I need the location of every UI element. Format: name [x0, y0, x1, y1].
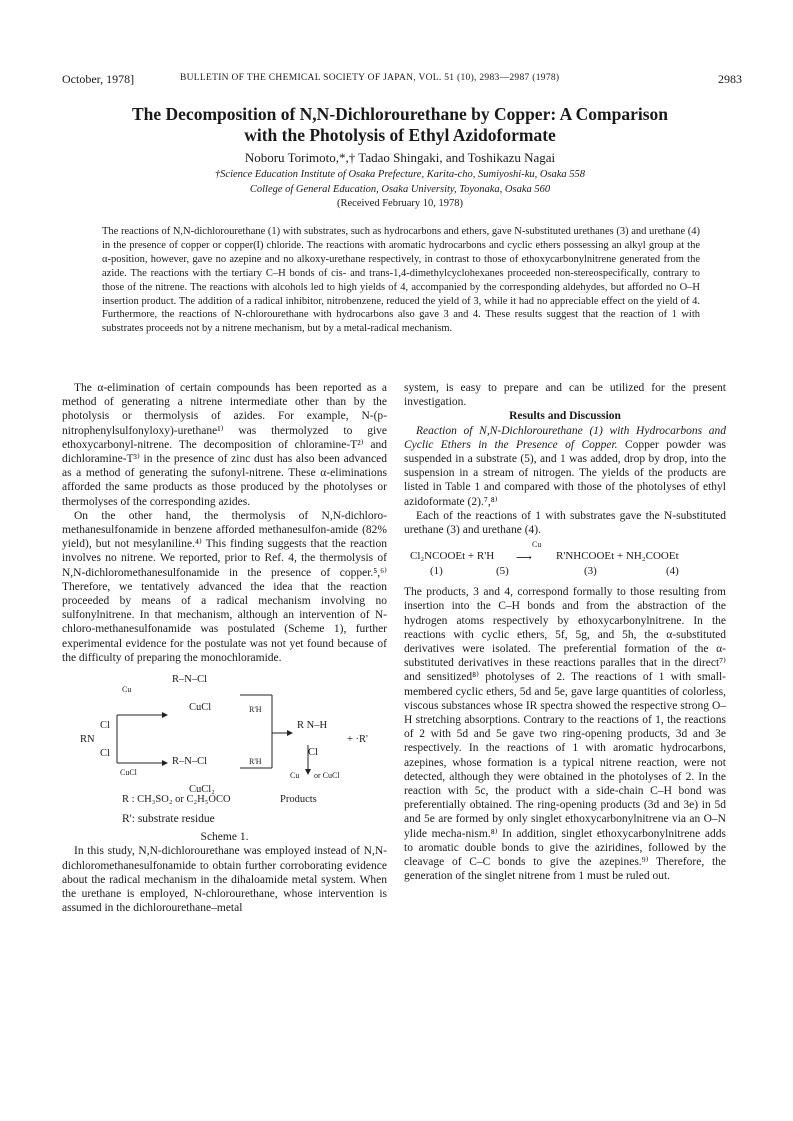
left-column — [62, 381, 387, 915]
paper-title — [60, 104, 740, 146]
eq-label-3: (3) — [584, 565, 597, 578]
eq-label-1: (1) — [430, 565, 443, 578]
eq-catalyst: Cu — [532, 540, 542, 550]
scheme-start: RN — [80, 734, 95, 746]
title-line-2: with the Photolysis of Ethyl Azidoformate — [244, 125, 556, 145]
scheme-rh-1: R'H — [249, 705, 262, 715]
abstract: The reactions of N,N-dichlorourethane (1) with substrates, such as hydrocarbons and ethers, gave N-substituted urethanes (3) and urethane (4) in the presence of copper or copper(I) chloride. The reactions with aromatic hydrocarbons and cyclic ethers possessing an alkyl group at the α-position, however, gave no azepine and no alkoxy-urethane respectively, in contrast to those of ethoxycarbonylnitrene generated from the azide. The reactions with the tertiary C–H bonds of cis- and trans-1,4-dimethylcyclohexanes proceeded non-stereospecifically, contrary to those of the nitrene. The reactions with alcohols led to high yields of 4, accompanied by the corresponding aldehydes, but afforded no O–H insertion product. The addition of a radical inhibitor, nitrobenzene, reduced the yield of 3, while it had no appreciable effect on the yield of 4. Furthermore, the reactions of N-chlorourethane with hydrocarbons also gave 3 and 4. These results suggest that the reaction of 1 with substrates proceeds not by a nitrene mechanism, but by a metal-radical mechanism. — [102, 226, 701, 335]
paragraph-products: The products, 3 and 4, correspond formally to those resulting from insertion into the C–H bonds and from the abstraction of the hydrogen atoms respectively by ethoxycarbonylnitrene. In the reactions with cyclic ethers, 5f, 5g, and 5h, the α-substituted derivatives were isolated. The preferential formation of the α-substituted derivatives in these reactions paralles that in the direct⁷⁾ and sensitized⁸⁾ photolyses of 2. The reactions of 1 with small-membered cyclic ethers, 5d and 5e, gave large quantities of colorless, viscous substances whose IR spectra showed the respective strong O–H stretching absorptions. Contrary to the reactions of 1, the reactions of 2 with 5d and 5e gave two ring-opening products, 3d and 3e respectively. In the reactions of 1 with aromatic hydrocarbons, azepines, whose formation is a typical nitrene reaction, were not detected, although they were obtained in the photolyses of 2. In the reaction with 5c, the product with a side-chain C–H bond was preferentially obtained. The ring-opening products (3d and 3e) in 5d and 5e are formed by only singlet ethoxycarbonylnitrene via an O–N ylide mecha-nism.⁸⁾ In addition, singlet ethoxycarbonylnitrene adds to aromatic double bonds to give the aziridines, followed by the cleavage of C–C bonds to give the azepines.⁹⁾ Therefore, the generation of the singlet nitrene from 1 must be ruled out. — [404, 586, 726, 883]
header-journal: BULLETIN OF THE CHEMICAL SOCIETY OF JAPAN, VOL. 51 (10), 2983—2987 (1978) — [180, 73, 560, 83]
scheme-bottom-complex: CuCl₂ — [189, 784, 215, 796]
eq-products: R'NHCOOEt + NH₂COOEt — [556, 550, 679, 563]
paragraph-thermolysis: On the other hand, the thermolysis of N,N-dichloro-methanesulfonamide in benzene afforded methanesulfon-amide (82% yield), but not mesylaniline.⁴⁾ This finding suggests that the reaction involves no nitrene. We reported, prior to Ref. 4, the thermolysis of N,N-dichloromethanesulfonamide in the presence of copper.⁵,⁶⁾ Therefore, we tentatively advanced the idea that the reaction proceeded by means of a radical mechanism involving no sulfonylnitrene. In that mechanism, although an intervention of N-chloro-methanesulfonamide was postulated (Scheme 1), further experimental evidence for the postulate was not yet found because of the difficulty of preparing the monochloramide. — [62, 509, 387, 664]
scheme-rh-2: R'H — [249, 757, 262, 767]
scheme-legend-r: R : CH₃SO₂ or C₂H₅OCO — [122, 794, 231, 806]
paragraph-intro: The α-elimination of certain compounds has been reported as a method of generating a nitrene intermediate other than by the photolysis or thermolysis of azides. For example, N-(p-nitrophenylsulfonyloxy)-urethane¹⁾ was thermolyzed to give ethoxycarbonyl-nitrene. The decomposition of chloramine-T²⁾ and dichloramine-T³⁾ in the presence of zinc dust has also been advanced as a method of generating the sufonyl-nitrene. These α-eliminations afforded the same products as those produced by the photolyses or thermolyses of the corresponding azides. — [62, 382, 387, 508]
header-date: October, 1978] — [62, 72, 135, 86]
eq-label-4: (4) — [666, 565, 679, 578]
reaction-equation — [404, 541, 726, 579]
header-page-number: 2983 — [718, 72, 742, 86]
scheme-products-label: Products — [280, 794, 317, 806]
affiliations — [60, 168, 740, 212]
eq-reactants: Cl₂NCOOEt + R'H — [410, 550, 495, 563]
affiliation-1: †Science Education Institute of Osaka Prefecture, Karita-cho, Sumiyoshi-ku, Osaka 558 — [214, 169, 586, 180]
section-heading-results: Results and Discussion — [509, 410, 621, 423]
right-column — [404, 381, 726, 884]
affiliation-2: College of General Education, Osaka University, Toyonaka, Osaka 560 — [249, 183, 551, 195]
scheme-top-species: R–N–Cl — [172, 674, 208, 686]
paragraph-this-study: In this study, N,N-dichlorourethane was employed instead of N,N-dichloromethanesulfonamide to obtain further corroborating evidence about the radical mechanism in the dihaloamide metal system. When the urethane is employed, N-chlorourethane, whose intervention is assumed in the dichlorourethane–metal — [62, 845, 387, 915]
received-date: (Received February 10, 1978) — [337, 198, 463, 209]
scheme-product: R N–H — [297, 720, 328, 732]
scheme-start-cl-1: Cl — [100, 720, 110, 732]
paragraph-reaction-text: Copper powder was suspended in a substrate (5), and 1 was added, drop by drop, into the suspension in a stream of nitrogen. The yields of the products are listed in Table 1 and compared with those of the photolyses of ethyl azidoformate (2).⁷,⁸⁾ — [404, 438, 726, 508]
scheme-legend-rp: R': substrate residue — [122, 813, 215, 826]
eq-arrow-icon: ⟶ — [516, 552, 532, 565]
eq-label-5: (5) — [496, 565, 509, 578]
scheme-or-cucl: or CuCl — [314, 771, 340, 781]
authors: Noboru Torimoto,*,† Tadao Shingaki, and Toshikazu Nagai — [244, 150, 556, 165]
scheme-start-cl-2: Cl — [100, 748, 110, 760]
paragraph-each-reaction: Each of the reactions of 1 with substrates gave the N-substituted urethane (3) and urethane (4). — [404, 509, 726, 537]
paragraph-reaction — [404, 424, 726, 509]
scheme-cu-final: Cu — [290, 771, 300, 781]
scheme-bottom-species: R–N–Cl — [172, 756, 208, 768]
scheme-radical: + ·R' — [347, 734, 368, 746]
subsection-title: Reaction of N,N-Dichlorourethane (1) with Hydrocarbons and Cyclic Ethers in the Presence of Copper. — [404, 424, 726, 451]
scheme-caption: Scheme 1. — [200, 831, 249, 844]
scheme-arrows — [62, 673, 387, 808]
scheme-cu-label: Cu — [122, 685, 132, 695]
scheme-cucl-label: CuCl — [120, 768, 137, 778]
scheme-1 — [62, 673, 387, 808]
paragraph-continued: system, is easy to prepare and can be utilized for the present investigation. — [404, 382, 726, 409]
scheme-top-complex: CuCl — [189, 702, 212, 714]
title-line-1: The Decomposition of N,N-Dichlorourethane by Copper: A Comparison — [131, 104, 669, 124]
scheme-product-cl: Cl — [308, 747, 318, 759]
